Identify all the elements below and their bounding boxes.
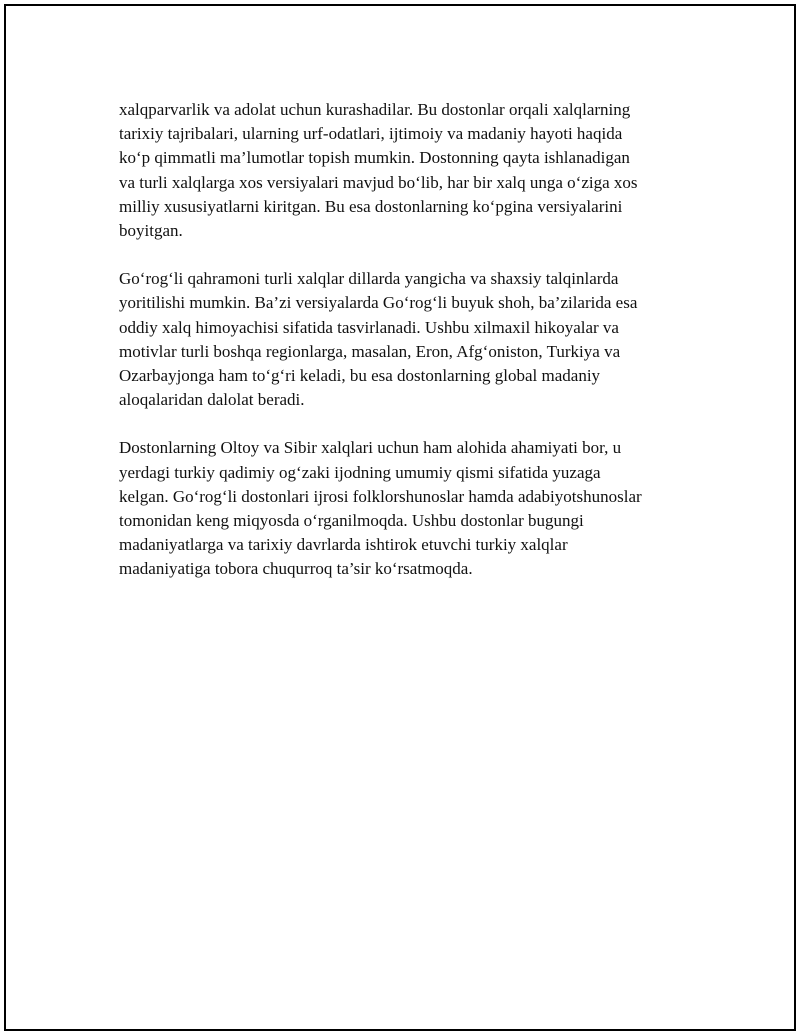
text-line: yoritilishi mumkin. Ba’zi versiyalarda Go‘rog‘li buyuk shoh, ba’zilarida esa <box>119 293 638 313</box>
text-line: kelgan. Go‘rog‘li dostonlari ijrosi folklorshunoslar hamda adabiyotshunoslar <box>119 486 642 506</box>
text-line: Dostonlarning Oltoy va Sibir xalqlari uchun ham alohida ahamiyati bor, u <box>119 438 622 458</box>
text-line: motivlar turli boshqa regionlarga, masalan, Eron, Afg‘oniston, Turkiya va <box>119 341 621 361</box>
text-line: va turli xalqlarga xos versiyalari mavjud bo‘lib, har bir xalq unga o‘ziga xos <box>119 172 638 192</box>
text-line: tomonidan keng miqyosda o‘rganilmoqda. Ushbu dostonlar bugungi <box>119 511 584 531</box>
paragraph-2 <box>119 267 699 412</box>
text-line: milliy xususiyatlarni kiritgan. Bu esa dostonlarning ko‘pgina versiyalarini <box>119 196 623 216</box>
text-line: ko‘p qimmatli ma’lumotlar topish mumkin. Dostonning qayta ishlanadigan <box>119 148 630 168</box>
text-line: Go‘rog‘li qahramoni turli xalqlar dillarda yangicha va shaxsiy talqinlarda <box>119 269 619 289</box>
text-line: oddiy xalq himoyachisi sifatida tasvirlanadi. Ushbu xilmaxil hikoyalar va <box>119 317 619 337</box>
text-line: boyitgan. <box>119 221 183 241</box>
text-line: yerdagi turkiy qadimiy og‘zaki ijodning umumiy qismi sifatida yuzaga <box>119 462 601 482</box>
text-line: tarixiy tajribalari, ularning urf-odatlari, ijtimoiy va madaniy hayoti haqida <box>119 124 623 144</box>
text-line: Ozarbayjonga ham to‘g‘ri keladi, bu esa dostonlarning global madaniy <box>119 366 601 386</box>
text-line: xalqparvarlik va adolat uchun kurashadilar. Bu dostonlar orqali xalqlarning <box>119 100 631 119</box>
paragraph-3 <box>119 436 699 581</box>
text-line: aloqalaridan dalolat beradi. <box>119 390 305 410</box>
paragraph-1 <box>119 98 699 243</box>
page-frame <box>4 4 796 1031</box>
text-line: madaniyatiga tobora chuqurroq ta’sir ko‘rsatmoqda. <box>119 559 473 579</box>
document-body <box>119 98 699 606</box>
text-line: madaniyatlarga va tarixiy davrlarda ishtirok etuvchi turkiy xalqlar <box>119 535 568 555</box>
